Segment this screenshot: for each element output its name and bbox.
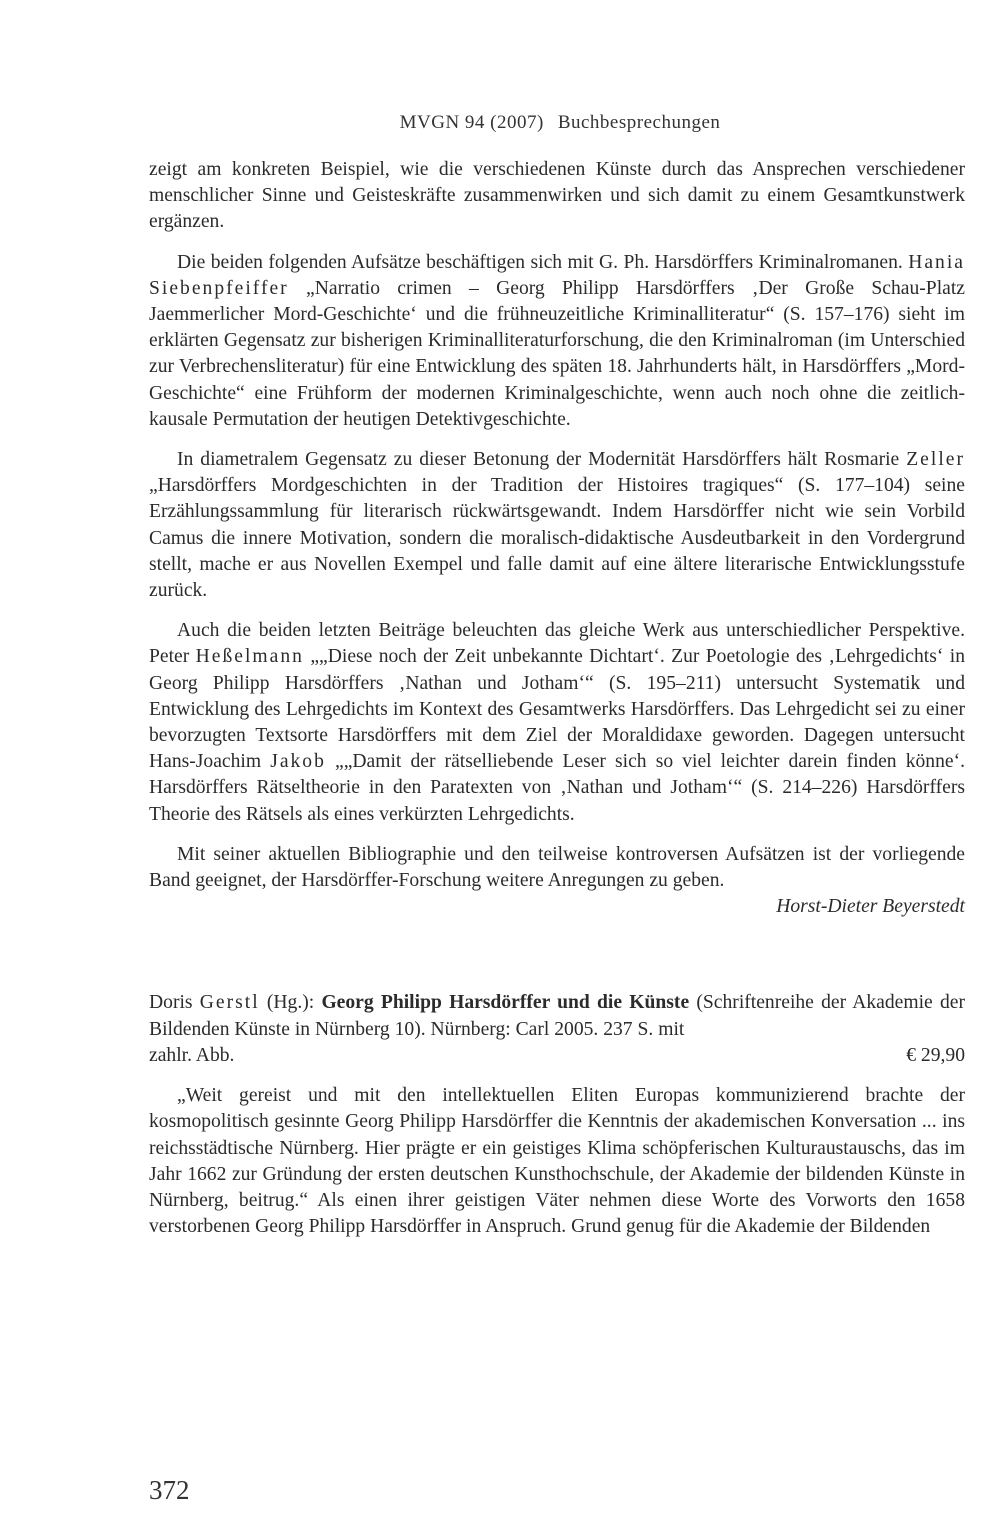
price-line: zahlr. Abb. € 29,90 (149, 1043, 965, 1069)
section-title: Buchbesprechungen (557, 112, 721, 133)
author-name: Jakob (270, 751, 326, 773)
paragraph-zeller: In diametralem Gegensatz zu dieser Betonung der Modernität Harsdörffers hält Rosmarie Zeller „Harsdörffers Mordgeschichten in der Tradition der Histoires tragiques“ (S. 177–104) seine Erzählungssammlung für literarisch rückwärtsgewandt. Indem Harsdörffer nicht wie sein Vorbild Camus die innere Motivation, sondern die moralisch-didaktische Ausdeutbarkeit in den Vordergrund stellt, mache er aus Novellen Exempel und falle damit auf eine ältere literarische Entwicklungsstufe zurück. (149, 449, 965, 602)
book-price: € 29,90 (906, 1044, 965, 1066)
book-title: Georg Philipp Harsdörffer und die Künste (321, 992, 690, 1014)
review-entry (149, 990, 965, 1240)
editor-last-name: Gerstl (199, 992, 260, 1014)
journal-citation: MVGN 94 (2007) (399, 112, 544, 133)
paragraph-siebenpfeiffer: Die beiden folgenden Aufsätze beschäftigen sich mit G. Ph. Harsdörffers Kriminalromanen. Hania Siebenpfeiffer „Narratio crimen – Georg Philipp Harsdörffers ‚Der Große Schau-Platz Jaemmerlicher Mord-Geschichte‘ und die frühneuzeitliche Kriminalliteratur“ (S. 157–176) sieht im erklärten Gegensatz zur bisherigen Kriminalliteraturforschung, die den Kriminalroman (im Unterschied zur Verbrechensliteratur) für eine Entwicklung des späten 18. Jahrhunderts hält, in Harsdörffers „Mord-Geschichte“ eine Frühform der modernen Kriminalgeschichte, wenn auch noch ohne die zeitlich-kausale Permutation der heutigen Detektivgeschichte. (149, 251, 965, 430)
bibliographic-entry: Doris Gerstl (Hg.): Georg Philipp Harsdörffer und die Künste (Schriftenreihe der Akademie der Bildenden Künste in Nürnberg 10). Nürnberg: Carl 2005. 237 S. mit (149, 992, 965, 1040)
author-name: Hania Siebenpfeiffer (149, 251, 965, 299)
author-name: Zeller (906, 449, 965, 471)
paragraph-review-quote: „Weit gereist und mit den intellektuellen Eliten Europas kommunizierend brachte der kosmopolitisch gesinnte Georg Philipp Harsdörffer die Kenntnis der akademischen Konversation ... ins reichsstädtische Nürnberg. Hier prägte er ein geistiges Klima schöpferischen Kulturaustauschs, das im Jahr 1662 zur Gründung der ersten deutschen Kunsthochschule, der Akademie der bildenden Künste in Nürnberg, beitrug.“ Als einen ihrer geistigen Väter nehmen diese Worte des Vorworts den 1658 verstorbenen Georg Philipp Harsdörffer in Anspruch. Grund genug für die Akademie der Bildenden (149, 1085, 965, 1238)
paragraph-hesselmann-jakob: Auch die beiden letzten Beiträge beleuchten das gleiche Werk aus unterschiedlicher Perspektive. Peter Heßelmann „„Diese noch der Zeit unbekannte Dichtart‘. Zur Poetologie des ‚Lehrgedichts‘ in Georg Philipp Harsdörffers ‚Nathan und Jotham‘“ (S. 195–211) untersucht Systematik und Entwicklung des Lehrgedichts im Kontext des Gesamtwerks Harsdörffers. Das Lehrgedicht sei zu einer bevorzugten Textsorte Harsdörffers mit dem Ziel der Moraldidaxe geworden. Dagegen untersucht Hans-Joachim Jakob „„Damit der rätselliebende Leser sich so viel leichter darein finden könne‘. Harsdörffers Rätseltheorie in den Paratexten von ‚Nathan und Jotham‘“ (S. 214–226) Harsdörffers Theorie des Rätsels als eines verkürzten Lehrgedichts. (149, 620, 966, 825)
editor-first-name: Doris (149, 992, 193, 1014)
paragraph-continuation: zeigt am konkreten Beispiel, wie die verschiedenen Künste durch das Ansprechen verschiedener menschlicher Sinne und Geisteskräfte zusammenwirken und sich damit zu einem Gesamtkunstwerk ergänzen. (149, 159, 965, 233)
author-name: Heßelmann (195, 646, 304, 668)
paragraph-conclusion: Mit seiner aktuellen Bibliographie und den teilweise kontroversen Aufsätzen ist der vorliegende Band geeignet, der Harsdörffer-Forschung weitere Anregungen zu geben. (149, 843, 965, 892)
main-text (149, 157, 965, 1240)
reviewer-signature: Horst-Dieter Beyerstedt (776, 896, 965, 918)
page-number: 372 (149, 1475, 190, 1505)
running-header (0, 112, 1000, 134)
